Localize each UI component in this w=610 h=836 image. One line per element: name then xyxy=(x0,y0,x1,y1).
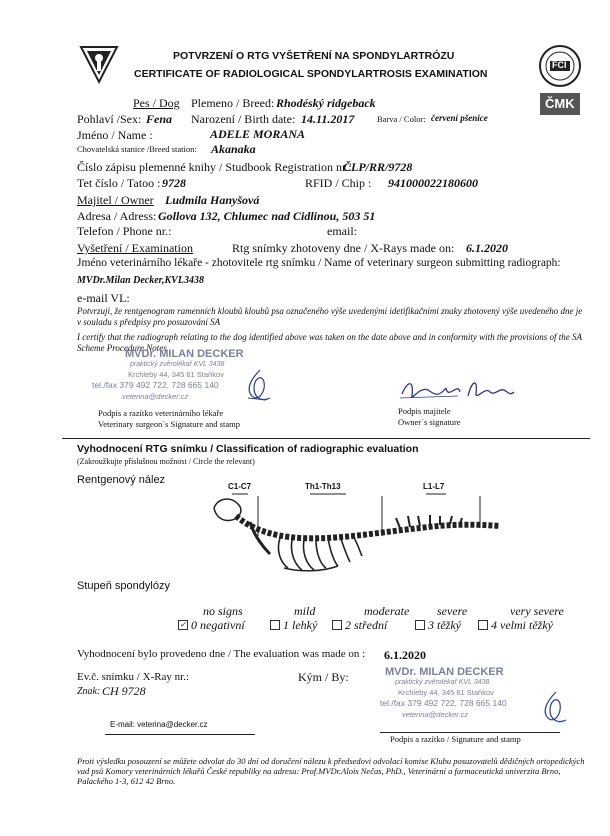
stamp-name: MVDr. MILAN DECKER xyxy=(125,348,244,360)
chip-label: RFID / Chip : xyxy=(305,176,372,190)
eval-sign-caption: Podpis a razítko / Signature and stamp xyxy=(390,734,521,744)
spine-label-thoracic: Th1-Th13 xyxy=(305,482,341,491)
grade-1-checkbox[interactable] xyxy=(270,620,280,630)
grade-4-cz: 4 velmi těžký xyxy=(491,618,553,632)
species-label: Pes / Dog xyxy=(133,96,180,110)
grade-label: Stupeň spondylózy xyxy=(77,580,170,592)
stamp-line1: praktický zvěrolékař KVL 3438 xyxy=(130,361,225,368)
kvl-logo xyxy=(78,44,120,86)
vet-sign-caption-en: Veterinary surgeon´s Signature and stamp xyxy=(98,419,240,429)
color-label: Barva / Color: xyxy=(377,114,426,124)
vet-email-label: e-mail VL: xyxy=(77,291,130,305)
grade-4-row xyxy=(478,618,553,633)
vet-name: MVDr.Milan Decker,KVL3438 xyxy=(77,275,204,286)
mark-value: CH 9728 xyxy=(102,684,146,698)
grade-option-0[interactable] xyxy=(178,604,248,632)
owner-sign-caption-cz: Podpis majitele xyxy=(398,406,451,416)
kennel-value: Akanaka xyxy=(211,142,256,156)
name-value: ADELE MORANA xyxy=(210,127,306,141)
eval-stamp-line3: tel./fax 379 492 722, 728 665 140 xyxy=(380,698,507,708)
phone-label: Telefon / Phone nr.: xyxy=(77,224,172,238)
grade-option-2[interactable] xyxy=(332,604,410,632)
vet-label: Jméno veterinárního lékaře - zhotovitele rtg snímku / Name of veterinary surgeon submitting radiograph: xyxy=(77,257,561,269)
owner-section-label: Majitel / Owner xyxy=(77,193,154,207)
grade-4-checkbox[interactable] xyxy=(478,620,488,630)
grade-option-3[interactable] xyxy=(415,604,475,632)
breed-label: Plemeno / Breed: xyxy=(191,96,275,110)
vet-sign-caption-cz: Podpis a razítko veterinárního lékaře xyxy=(98,408,224,418)
eval-email: E-mail: veterina@decker.cz xyxy=(110,720,208,729)
fci-logo xyxy=(538,44,582,88)
fci-logo-text: FCI xyxy=(552,60,567,70)
address-label: Adresa / Adress: xyxy=(77,209,157,223)
eval-stamp-name: MVDr. MILAN DECKER xyxy=(385,666,504,678)
sex-value: Fena xyxy=(146,112,173,126)
made-on-label: Vyhodnocení bylo provedeno dne / The evaluation was made on : xyxy=(77,648,366,660)
finding-label: Rentgenový nález xyxy=(77,474,166,486)
grade-2-en: moderate xyxy=(364,604,410,618)
owner-name: Ludmila Hanyšová xyxy=(165,193,260,207)
color-value: červení pšenice xyxy=(431,113,488,123)
evaluation-title: Vyhodnocení RTG snímku / Classification of radiographic evaluation xyxy=(77,443,419,455)
grade-option-4[interactable] xyxy=(478,604,570,632)
stamp-line2: Krchleby 44, 345 61 Staňkov xyxy=(128,370,224,379)
grade-3-checkbox[interactable] xyxy=(415,620,425,630)
eval-email-line xyxy=(105,734,255,735)
eval-signature-image xyxy=(538,690,568,730)
cmk-logo-text: ČMK xyxy=(545,96,575,111)
eval-sign-line xyxy=(380,732,560,733)
stamp-line4: veterina@decker.cz xyxy=(122,392,189,401)
section-divider xyxy=(62,438,590,439)
statement-en: I certify that the radiograph relating to the dog identified above was taken on the date above and in conformity with the provisions of the SA Scheme Procedure Notes xyxy=(77,332,582,353)
exam-date-value: 6.1.2020 xyxy=(466,241,508,255)
grade-3-en: severe xyxy=(437,604,468,618)
spine-label-lumbar: L1-L7 xyxy=(423,482,445,491)
by-label: Kým / By: xyxy=(298,670,349,684)
grade-3-row xyxy=(415,618,461,633)
grade-option-1[interactable] xyxy=(270,604,330,632)
address-value: Gollova 132, Chlumec nad Cidlinou, 503 51 xyxy=(158,209,376,223)
eval-stamp xyxy=(380,666,550,722)
spine-label-cervical: C1-C7 xyxy=(228,482,252,491)
vet-signature-image xyxy=(240,368,274,408)
footer-text: Proti výsledku posouzení se můžete odvolat do 30 dní od doručení nálezu k předsedovi odvolací komise Klubu posuzovatelů dědičných ortopedických vad psů Komory veterinárních lékařů České republiky na adresu: Prof.MVDr.Alois Nečas, PhD., Veterinární a farmaceutická univerzita Brno, Palackého 1-3, 612 42 Brno. xyxy=(77,756,585,786)
evaluation-subtitle: (Zakroužkujte příslušnou možnost / Circle the relevant) xyxy=(77,457,255,466)
owner-email-label: email: xyxy=(327,224,357,238)
title-cz: POTVRZENÍ O RTG VYŠETŘENÍ NA SPONDYLARTRÓZU xyxy=(173,50,455,62)
birth-value: 14.11.2017 xyxy=(301,112,355,126)
name-label: Jméno / Name : xyxy=(77,128,153,142)
statement-cz: Potvrzuji, že rentgenogram ramenních kloubů kloubů psa označeného výše uvedenými idetifikačními znaky zhotovený výše uvedeného dne je v souladu s předpisy pro posuzování SA xyxy=(77,306,583,327)
grade-1-row xyxy=(270,618,317,633)
mark-label: Znak: xyxy=(77,686,101,697)
grade-2-row xyxy=(332,618,387,633)
grade-0-cz: 0 negativní xyxy=(191,618,245,632)
grade-0-row xyxy=(178,618,245,633)
breed-value: Rhodéský ridgeback xyxy=(276,96,376,110)
vet-stamp xyxy=(80,348,260,408)
grade-3-cz: 3 těžký xyxy=(428,618,461,632)
grade-0-checkbox[interactable]: ✓ xyxy=(179,620,187,630)
owner-signature-image xyxy=(398,376,518,406)
grade-1-cz: 1 lehký xyxy=(283,618,318,632)
stamp-line3: tel./fax 379 492 722, 728 665 140 xyxy=(92,380,219,390)
grade-0-en: no signs xyxy=(203,604,243,618)
sex-label: Pohlaví /Sex: xyxy=(77,112,142,126)
kennel-label: Chovatelská stanice /Breed station: xyxy=(77,144,197,154)
birth-label: Narození / Birth date: xyxy=(191,112,296,126)
studbook-value: ČLP/RR/9728 xyxy=(343,160,413,174)
title-en: CERTIFICATE OF RADIOLOGICAL SPONDYLARTROSIS EXAMINATION xyxy=(134,68,488,80)
made-on-value: 6.1.2020 xyxy=(384,648,426,662)
exam-date-label: Rtg snímky zhotoveny dne / X-Rays made on: xyxy=(232,241,455,255)
grade-1-en: mild xyxy=(294,604,316,618)
tatoo-value: 9728 xyxy=(162,176,186,190)
grade-4-en: very severe xyxy=(510,604,564,618)
eval-stamp-line4: veterina@decker.cz xyxy=(402,710,469,719)
owner-sign-caption-en: Owner´s signature xyxy=(398,417,461,427)
eval-stamp-line1: praktický zvěrolékař KVL 3438 xyxy=(395,679,490,686)
exam-section-label: Vyšetření / Examination xyxy=(77,241,193,255)
tatoo-label: Tet číslo / Tatoo : xyxy=(77,176,161,190)
eval-stamp-line2: Krchleby 44, 345 61 Staňkov xyxy=(398,688,494,697)
grade-2-cz: 2 střední xyxy=(345,618,388,632)
chip-value: 941000022180600 xyxy=(388,176,478,190)
studbook-label: Číslo zápisu plemenné knihy / Studbook Registration nr.: xyxy=(77,160,352,174)
xray-no-label: Ev.č. snímku / X-Ray nr.: xyxy=(77,671,190,683)
spine-diagram xyxy=(210,478,510,578)
grade-2-checkbox[interactable] xyxy=(332,620,342,630)
cmk-logo xyxy=(540,93,580,115)
